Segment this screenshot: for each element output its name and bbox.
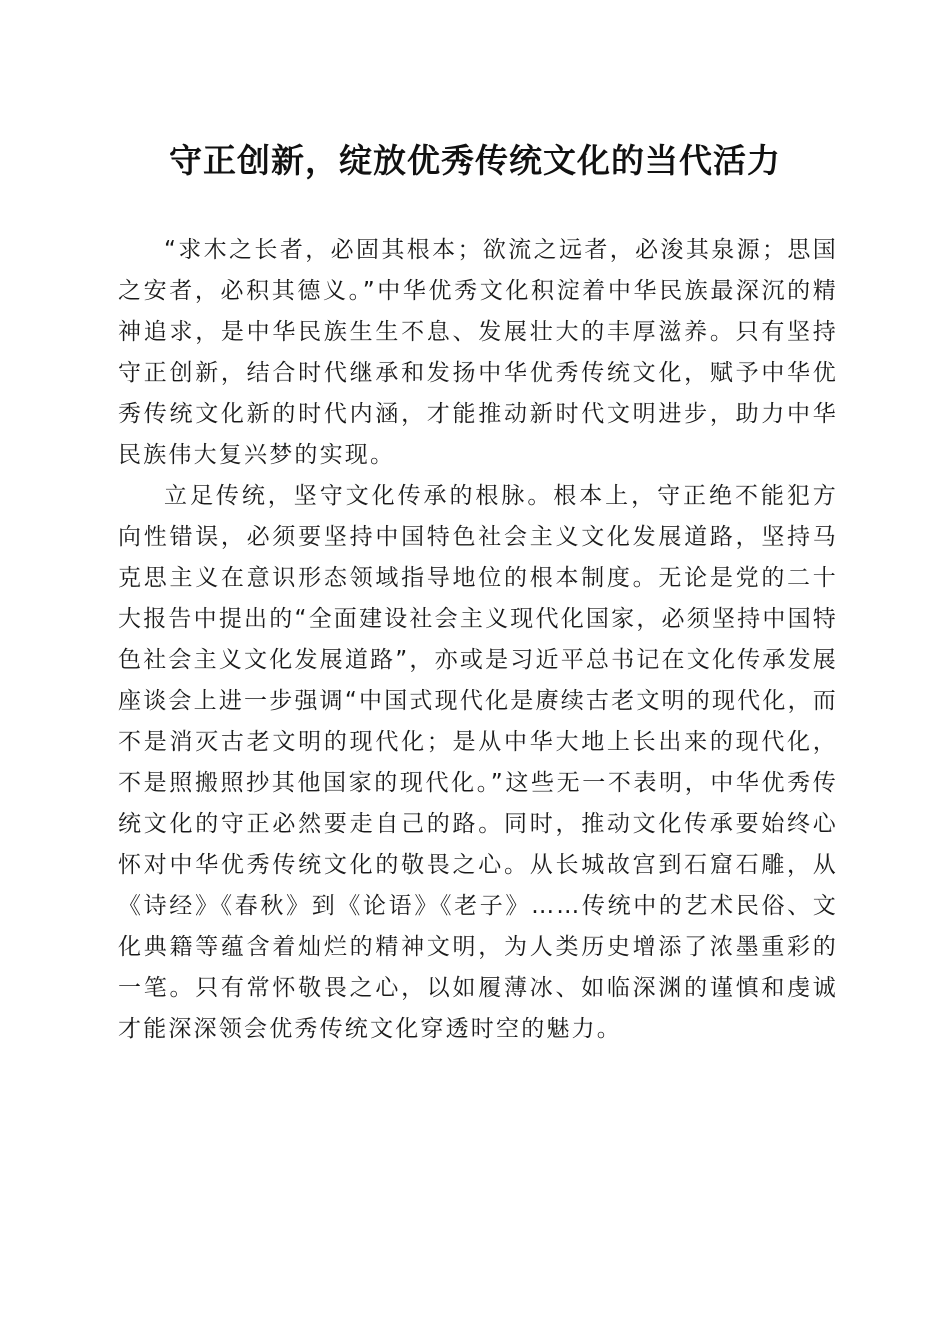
paragraph-1: “求木之长者，必固其根本；欲流之远者，必浚其泉源；思国之安者，必积其德义。”中华优秀文化积淀着中华民族最深沉的精神追求，是中华民族生生不息、发展壮大的丰厚滋养。只有坚持守正创新，结合时代继承和发扬中华优秀传统文化，赋予中华优秀传统文化新的时代内涵，才能推动新时代文明进步，助力中华民族伟大复兴梦的实现。 (118, 237, 838, 468)
document-title: 守正创新，绽放优秀传统文化的当代活力 (169, 141, 781, 180)
paragraph-2: 立足传统，坚守文化传承的根脉。根本上，守正绝不能犯方向性错误，必须要坚持中国特色社会主义文化发展道路，坚持马克思主义在意识形态领域指导地位的根本制度。无论是党的二十大报告中提出的“全面建设社会主义现代化国家，必须坚持中国特色社会主义文化发展道路”，亦或是习近平总书记在文化传承发展座谈会上进一步强调“中国式现代化是赓续古老文明的现代化，而不是消灭古老文明的现代化；是从中华大地上长出来的现代化，不是照搬照抄其他国家的现代化。”这些无一不表明，中华优秀传统文化的守正必然要走自己的路。同时，推动文化传承要始终心怀对中华优秀传统文化的敬畏之心。从长城故宫到石窟石雕，从《诗经》《春秋》到《论语》《老子》……传统中的艺术民俗、文化典籍等蕴含着灿烂的精神文明，为人类历史增添了浓墨重彩的一笔。只有常怀敬畏之心，以如履薄冰、如临深渊的谨慎和虔诚才能深深领会优秀传统文化穿透时空的魅力。 (118, 483, 838, 1042)
document-body (118, 230, 838, 1050)
